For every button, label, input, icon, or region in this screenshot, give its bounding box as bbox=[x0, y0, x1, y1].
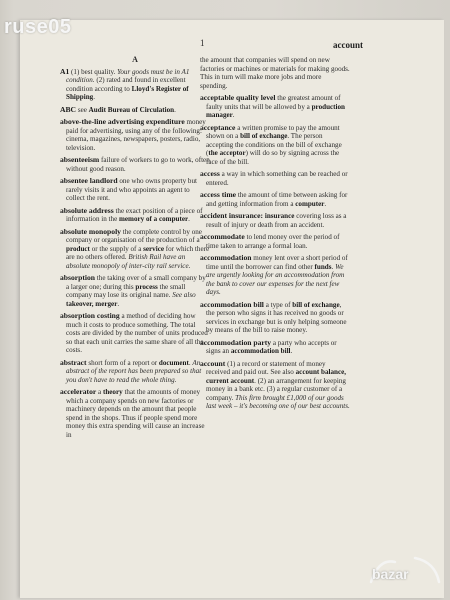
definition: a party who accepts or signs an bbox=[206, 338, 337, 355]
definition: . The person accepting the conditions on the bill of exchange ( bbox=[206, 132, 342, 157]
entry-absolute-address bbox=[60, 207, 210, 224]
definition: the amount of time between asking for and getting information from a bbox=[206, 191, 348, 208]
entry-a1 bbox=[60, 68, 210, 102]
entry-accommodation-party bbox=[200, 339, 350, 356]
cross-reference: document bbox=[158, 358, 189, 367]
example: This firm brought £1,000 of our goods last week – it's becoming one of our best accounts. bbox=[206, 393, 350, 410]
entry-abstract bbox=[60, 359, 210, 385]
definition: (1) best quality. bbox=[69, 67, 118, 76]
headword: absentee landlord bbox=[60, 176, 118, 185]
definition: a method of deciding how much it costs to produce something. The total costs are divided by the number of units produced so that each unit carries the same share of all the costs. bbox=[66, 312, 208, 354]
seller-watermark: ruse05 bbox=[4, 16, 72, 38]
headword: accommodation bbox=[200, 253, 252, 262]
definition: . bbox=[232, 111, 235, 119]
cross-reference: the acceptor bbox=[208, 149, 246, 157]
definition: the greatest amount of faulty units that will be allowed by a bbox=[206, 94, 341, 111]
right-column bbox=[200, 56, 350, 415]
headword: absenteeism bbox=[60, 155, 100, 164]
definition: money paid for advertising, using any of the following: cinema, magazines, newspapers, posters, radio, television. bbox=[66, 118, 206, 152]
cross-reference: insurance bbox=[264, 212, 295, 220]
cross-reference: production manager bbox=[206, 102, 345, 119]
definition: to lend money over the period of time taken to arrange a formal loan. bbox=[206, 233, 340, 250]
entry-access-time bbox=[200, 191, 350, 208]
definition: see bbox=[76, 105, 89, 114]
headword: abstract bbox=[60, 357, 87, 367]
definition: the small company may lose its original name. bbox=[66, 282, 186, 299]
headword: accommodation bill bbox=[200, 299, 264, 309]
running-head: account bbox=[333, 40, 363, 50]
entry-accommodation-bill bbox=[200, 301, 350, 335]
cross-reference: accommodation bill bbox=[230, 347, 291, 355]
definition: ) will do so by signing across the face of the bill. bbox=[206, 149, 340, 166]
definition: a type of bbox=[263, 300, 293, 309]
definition: . bbox=[93, 93, 95, 101]
headword: A1 bbox=[60, 66, 70, 76]
headword: absorption costing bbox=[60, 311, 120, 320]
definition: . bbox=[331, 262, 336, 271]
entry-accelerator bbox=[60, 388, 210, 439]
definition: (1) a record or statement of money received and paid out. See also bbox=[206, 359, 326, 376]
headword: ABC bbox=[60, 104, 77, 114]
definition: a way in which something can be reached or entered. bbox=[206, 170, 348, 187]
entry-abc bbox=[60, 106, 210, 115]
cross-reference: bill of exchange bbox=[240, 132, 288, 140]
entry-absolute-monopoly bbox=[60, 228, 210, 271]
headword: absolute monopoly bbox=[60, 226, 121, 236]
page-number: 1 bbox=[200, 38, 205, 48]
cross-reference: account balance, current account bbox=[206, 368, 347, 385]
example: British Rail have an absolute monopoly of inter-city rail service. bbox=[66, 253, 191, 270]
definition: the taking over of a small company by a larger one; during this bbox=[66, 274, 206, 291]
definition: the complete control by one company or organisation of the production of a bbox=[66, 227, 202, 244]
headword: absolute address bbox=[60, 205, 114, 215]
definition: . (2) an arrangement for keeping money in a bank etc. (3) a regular customer of a company. bbox=[206, 376, 346, 402]
headword: accommodate bbox=[200, 232, 245, 241]
entry-absorption bbox=[60, 274, 210, 308]
headword: accelerator bbox=[60, 387, 97, 396]
entry-absenteeism bbox=[60, 156, 210, 173]
definition: a bbox=[96, 388, 103, 396]
cross-reference: service bbox=[143, 244, 164, 253]
definition: (2) rated and found in excellent condition according to bbox=[66, 76, 186, 93]
headword: acceptance bbox=[200, 122, 236, 132]
letter-heading: A bbox=[132, 55, 138, 64]
entry-absorption-costing bbox=[60, 312, 210, 355]
example: We are urgently looking for an accommodation from the bank to cover our expenses for the next few days. bbox=[206, 262, 345, 296]
entry-accident-insurance bbox=[200, 212, 350, 229]
definition: that the amounts of money which a company spends on new factories or machinery depends on the amount that people spend in the shops. Thus if people spend more money this extra spending will cause an increase in bbox=[66, 388, 205, 439]
definition: . bbox=[117, 299, 120, 308]
headword: access bbox=[200, 169, 220, 178]
entry-accommodation bbox=[200, 254, 350, 297]
definition: . bbox=[174, 105, 176, 114]
definition: short form of a report or bbox=[86, 358, 159, 367]
cross-reference: takeover, merger bbox=[66, 299, 118, 308]
left-column bbox=[60, 56, 210, 443]
cross-reference: funds bbox=[314, 262, 332, 271]
definition: covering loss as a result of injury or death from an accident. bbox=[206, 212, 347, 229]
cross-reference: product bbox=[66, 244, 90, 253]
headword: above-the-line advertising expenditure bbox=[60, 117, 185, 126]
cross-reference: process bbox=[135, 282, 158, 291]
definition: one who owns property but rarely visits it and who appoints an agent to collect the rent. bbox=[66, 177, 197, 202]
example: See also bbox=[172, 291, 196, 299]
definition: . bbox=[188, 215, 190, 223]
headword: absorption bbox=[60, 273, 96, 282]
headword: account bbox=[200, 358, 226, 368]
definition: . bbox=[324, 199, 327, 208]
example: Your goods must be in A1 condition. bbox=[66, 67, 190, 84]
entry-accommodate bbox=[200, 233, 350, 250]
cross-reference: bill of exchange bbox=[292, 300, 340, 309]
entry-above-the-line bbox=[60, 118, 210, 152]
headword: acceptable quality level bbox=[200, 93, 276, 102]
headword: access time bbox=[200, 190, 237, 199]
cross-reference: Audit Bureau of Circulation bbox=[88, 105, 175, 114]
headword: accommodation party bbox=[200, 337, 272, 347]
definition: . bbox=[290, 347, 293, 355]
definition: for which there are no others offered. bbox=[66, 244, 210, 261]
definition: or the supply of a bbox=[89, 244, 144, 253]
definition: , the person who signs it has received no goods or services in exchange but is only helping someone by means of the bill to raise money. bbox=[206, 300, 347, 334]
definition: the exact position of a piece of information in the bbox=[66, 206, 203, 223]
entry-account bbox=[200, 360, 350, 411]
cross-reference: computer bbox=[295, 199, 325, 208]
bazar-logo-text: bazar bbox=[372, 566, 409, 582]
definition: . bbox=[188, 358, 193, 367]
definition: money lent over a short period of time until the borrower can find other bbox=[206, 254, 348, 271]
cross-reference: memory of a computer bbox=[119, 215, 189, 223]
definition: failure of workers to go to work, often without good reason. bbox=[66, 156, 210, 173]
cross-reference: theory bbox=[102, 388, 123, 396]
entry-acceptable-quality-level bbox=[200, 94, 350, 120]
continued-text: the amount that companies will spend on new factories or machines or materials for making goods. This in turn will make more jobs and more spending. bbox=[200, 56, 350, 90]
headword: accident insurance: bbox=[200, 211, 264, 220]
cross-reference: Lloyd's Register of Shipping bbox=[66, 84, 189, 101]
definition: a written promise to pay the amount shown on a bbox=[206, 123, 340, 140]
example: An abstract of the report has been prepared so that you don't have to read the whole thing. bbox=[66, 358, 202, 384]
entry-acceptance bbox=[200, 124, 350, 167]
entry-access bbox=[200, 170, 350, 187]
entry-absentee-landlord bbox=[60, 177, 210, 203]
